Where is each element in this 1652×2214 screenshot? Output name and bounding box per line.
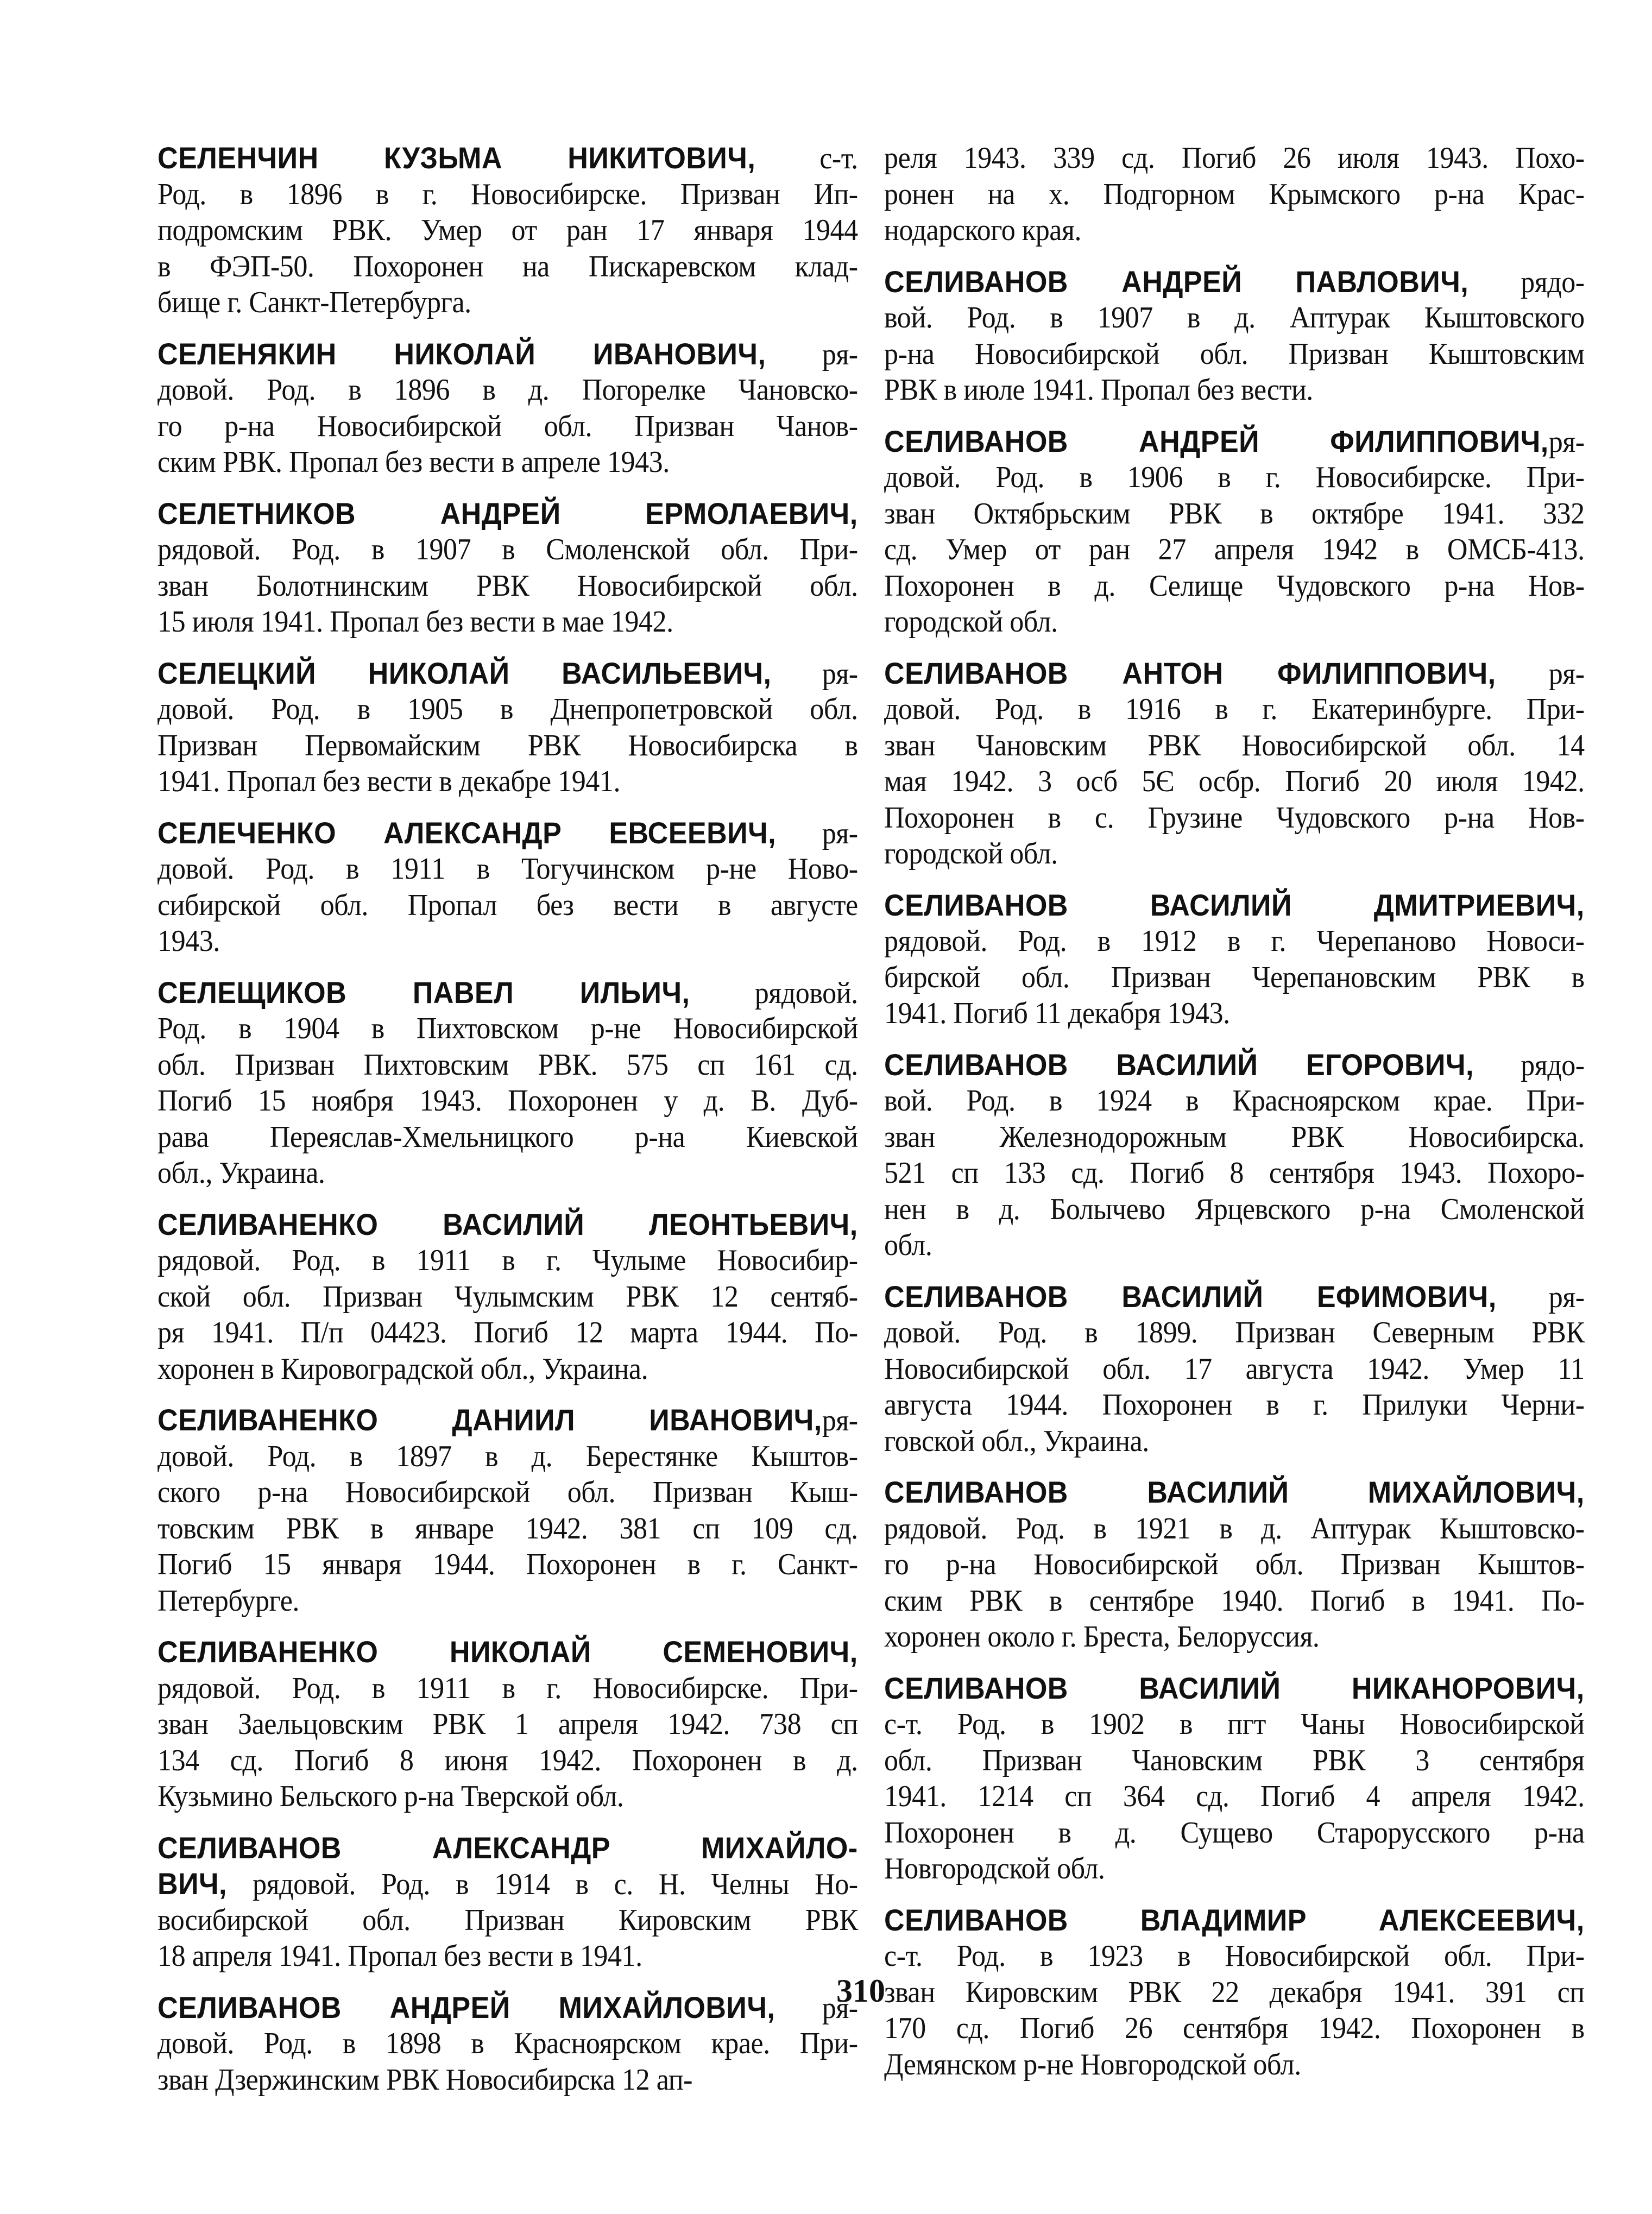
- text-line: обл. Призван Пихтовским РВК. 575 сп 161 сд.: [157, 1048, 858, 1082]
- biography-entry: [884, 1902, 1585, 2083]
- text-line: [157, 496, 858, 532]
- text-line: в ФЭП-50. Похоронен на Пискаревском клад-: [157, 249, 858, 283]
- person-name: СЕЛИВАНОВ ВАСИЛИЙ ДМИТРИЕВИЧ,: [884, 887, 1585, 922]
- biography-entry: [157, 1634, 858, 1815]
- text-line: [157, 815, 858, 851]
- text-line: нен в д. Болычево Ярцевского р-на Смоленской: [884, 1192, 1585, 1226]
- text-line: 170 сд. Погиб 26 сентября 1942. Похоронен в: [884, 2011, 1585, 2045]
- text-line: [884, 1670, 1585, 1707]
- text-line: [157, 975, 858, 1011]
- biography-entry: [157, 140, 858, 321]
- text-line: зван Чановским РВК Новосибирской обл. 14: [884, 728, 1585, 762]
- entry-text: ря-: [822, 1404, 858, 1437]
- text-line: [884, 1279, 1585, 1315]
- person-name: СЕЛИВАНОВ ВАСИЛИЙ ЕФИМОВИЧ,: [884, 1279, 1497, 1314]
- text-line: 15 июля 1941. Пропал без вести в мае 1942.: [157, 605, 673, 639]
- text-line: го р-на Новосибирской обл. Призван Чанов-: [157, 409, 858, 443]
- text-line: Род. в 1896 в г. Новосибирске. Призван Ип-: [157, 177, 858, 211]
- biography-entry: [884, 264, 1585, 408]
- text-line: городской обл.: [884, 605, 1058, 639]
- entry-text: с-т.: [755, 142, 858, 175]
- text-line: сибирской обл. Пропал без вести в августе: [157, 888, 858, 922]
- text-line: 1941. Погиб 11 декабря 1943.: [884, 996, 1230, 1030]
- text-line: Похоронен в д. Сущево Старорусского р-на: [884, 1815, 1585, 1850]
- text-line: зван Железнодорожным РВК Новосибирска.: [884, 1120, 1585, 1154]
- text-line: вой. Род. в 1924 в Красноярском крае. При-: [884, 1084, 1585, 1118]
- text-line: [884, 655, 1585, 692]
- text-line: довой. Род. в 1896 в д. Погорелке Чановско-: [157, 373, 858, 407]
- text-line: рядовой. Род. в 1921 в д. Аптурак Кыштовско-: [884, 1511, 1585, 1546]
- text-line: товским РВК в январе 1942. 381 сп 109 сд.: [157, 1511, 858, 1546]
- text-line: бище г. Санкт-Петербурга.: [157, 286, 471, 319]
- text-line: Погиб 15 ноября 1943. Похоронен у д. В. Дуб-: [157, 1084, 858, 1118]
- biography-entry: [157, 1207, 858, 1387]
- text-line: [157, 1634, 858, 1670]
- text-line: с-т. Род. в 1902 в пгт Чаны Новосибирской: [884, 1707, 1585, 1741]
- biography-entry: [884, 655, 1585, 872]
- text-line: РВК в июле 1941. Пропал без вести.: [884, 373, 1313, 407]
- text-line: восибирской обл. Призван Кировским РВК: [157, 1903, 858, 1937]
- biography-entry: [157, 975, 858, 1191]
- person-name: СЕЛИВАНЕНКО НИКОЛАЙ СЕМЕНОВИЧ,: [157, 1635, 858, 1669]
- text-line: Новосибирской обл. 17 августа 1942. Умер 11: [884, 1352, 1585, 1386]
- entry-text: рядовой. Род. в 1914 в с. Н. Челны Но-: [226, 1868, 858, 1901]
- text-line: рядовой. Род. в 1912 в г. Черепаново Новоси-: [884, 924, 1585, 958]
- text-line: [157, 336, 858, 373]
- person-name: СЕЛИВАНОВ АНТОН ФИЛИППОВИЧ,: [884, 655, 1496, 690]
- text-line: Демянском р-не Новгородской обл.: [884, 2047, 1301, 2081]
- text-line: зван Кировским РВК 22 декабря 1941. 391 сп: [884, 1975, 1585, 2009]
- entry-text: рядо-: [1468, 265, 1585, 299]
- text-line: р-на Новосибирской обл. Призван Кыштовским: [884, 337, 1585, 371]
- text-line: [884, 264, 1585, 300]
- text-line: рава Переяслав-Хмельницкого р-на Киевской: [157, 1120, 858, 1154]
- biography-entry: [884, 1670, 1585, 1887]
- person-name: СЕЛЕНЯКИН НИКОЛАЙ ИВАНОВИЧ,: [157, 336, 766, 371]
- person-name: СЕЛИВАНОВ ВЛАДИМИР АЛЕКСЕЕВИЧ,: [884, 1902, 1585, 1937]
- text-line: нодарского края.: [884, 213, 1082, 247]
- person-name: СЕЛИВАНОВ АНДРЕЙ ПАВЛОВИЧ,: [884, 264, 1469, 299]
- left-column: [157, 140, 858, 2113]
- text-line: ским РВК. Пропал без вести в апреле 1943.: [157, 445, 670, 479]
- page-number: 310: [836, 1973, 885, 2009]
- entry-text: ря-: [766, 337, 858, 371]
- person-name: СЕЛИВАНЕНКО ВАСИЛИЙ ЛЕОНТЬЕВИЧ,: [157, 1207, 858, 1241]
- text-line: ским РВК в сентябре 1940. Погиб в 1941. По-: [884, 1584, 1585, 1618]
- biography-entry: [884, 887, 1585, 1032]
- text-line: ря 1941. П/п 04423. Погиб 12 марта 1944. По-: [157, 1316, 858, 1349]
- biography-entry: [157, 815, 858, 960]
- text-line: реля 1943. 339 сд. Погиб 26 июля 1943. Похо-: [884, 141, 1585, 175]
- person-name: СЕЛИВАНОВ АНДРЕЙ МИХАЙЛОВИЧ,: [157, 1990, 775, 2024]
- entry-text: ря-: [775, 1991, 858, 2025]
- text-line: [884, 887, 1585, 924]
- biography-entry: [157, 496, 858, 640]
- text-line: [157, 1866, 858, 1902]
- text-line: [157, 1207, 858, 1243]
- text-line: городской обл.: [884, 837, 1058, 871]
- text-line: 18 апреля 1941. Пропал без вести в 1941.: [157, 1939, 642, 1973]
- biography-entry: [884, 1474, 1585, 1655]
- biography-entry: [884, 1047, 1585, 1264]
- entry-text: ря-: [1496, 1280, 1585, 1314]
- person-name: СЕЛИВАНОВ ВАСИЛИЙ МИХАЙЛОВИЧ,: [884, 1475, 1585, 1509]
- biography-entry: [157, 1830, 858, 1975]
- text-line: зван Заельцовским РВК 1 апреля 1942. 738 сп: [157, 1707, 858, 1741]
- text-line: хоронен в Кировоградской обл., Украина.: [157, 1352, 648, 1386]
- person-name: СЕЛИВАНЕНКО ДАНИИЛ ИВАНОВИЧ,: [157, 1403, 822, 1437]
- text-line: ского р-на Новосибирской обл. Призван Кыш-: [157, 1475, 858, 1509]
- text-line: довой. Род. в 1906 в г. Новосибирске. При-: [884, 461, 1585, 494]
- biography-entry: [157, 655, 858, 800]
- text-line: обл., Украина.: [157, 1156, 325, 1190]
- person-name: СЕЛИВАНОВ АЛЕКСАНДР МИХАЙЛО-: [157, 1830, 858, 1865]
- text-line: ронен на х. Подгорном Крымского р-на Крас-: [884, 177, 1585, 211]
- text-line: рядовой. Род. в 1911 в г. Новосибирске. При-: [157, 1671, 858, 1705]
- text-line: [157, 1830, 858, 1866]
- biography-entry: [157, 336, 858, 481]
- person-name: СЕЛЕЧЕНКО АЛЕКСАНДР ЕВСЕЕВИЧ,: [157, 815, 777, 850]
- text-line: Погиб 15 января 1944. Похоронен в г. Санкт-: [157, 1548, 858, 1581]
- text-line: Новгородской обл.: [884, 1852, 1105, 1885]
- text-line: зван Болотнинским РВК Новосибирской обл.: [157, 569, 858, 603]
- text-line: довой. Род. в 1916 в г. Екатеринбурге. При-: [884, 692, 1585, 726]
- biography-entry: [157, 1402, 858, 1619]
- text-line: [157, 1990, 858, 2026]
- text-line: 1943.: [157, 924, 220, 958]
- text-line: Похоронен в с. Грузине Чудовского р-на Нов-: [884, 800, 1585, 835]
- person-name: СЕЛЕНЧИН КУЗЬМА НИКИТОВИЧ,: [157, 141, 756, 175]
- text-line: Призван Первомайским РВК Новосибирска в: [157, 728, 858, 762]
- text-line: 1941. 1214 сп 364 сд. Погиб 4 апреля 1942.: [884, 1780, 1585, 1813]
- text-line: довой. Род. в 1911 в Тогучинском р-не Ново-: [157, 852, 858, 886]
- text-line: вой. Род. в 1907 в д. Аптурак Кыштовского: [884, 301, 1585, 335]
- entry-text: рядо-: [1473, 1048, 1585, 1082]
- person-name: СЕЛИВАНОВ ВАСИЛИЙ НИКАНОРОВИЧ,: [884, 1670, 1585, 1705]
- text-line: Петербурге.: [157, 1584, 299, 1618]
- text-line: [884, 1474, 1585, 1511]
- text-line: довой. Род. в 1905 в Днепропетровской обл.: [157, 692, 858, 726]
- text-line: довой. Род. в 1898 в Красноярском крае. При-: [157, 2027, 858, 2060]
- entry-text: ря-: [776, 816, 858, 850]
- text-line: [884, 1047, 1585, 1083]
- person-name: СЕЛЕЦКИЙ НИКОЛАЙ ВАСИЛЬЕВИЧ,: [157, 655, 772, 690]
- text-line: обл. Призван Чановским РВК 3 сентября: [884, 1743, 1585, 1777]
- text-line: с-т. Род. в 1923 в Новосибирской обл. При-: [884, 1939, 1585, 1973]
- text-line: ской обл. Призван Чулымским РВК 12 сентяб-: [157, 1279, 858, 1314]
- text-line: [157, 1402, 858, 1439]
- text-line: го р-на Новосибирской обл. Призван Кыштов-: [884, 1548, 1585, 1581]
- text-line: довой. Род. в 1899. Призван Северным РВК: [884, 1316, 1585, 1349]
- text-line: мая 1942. 3 осб 5Є осбр. Погиб 20 июля 1942.: [884, 765, 1585, 798]
- text-line: августа 1944. Похоронен в г. Прилуки Черни-: [884, 1388, 1585, 1422]
- text-line: довой. Род. в 1897 в д. Берестянке Кыштов-: [157, 1439, 858, 1473]
- text-line: говской обл., Украина.: [884, 1424, 1149, 1458]
- person-name: СЕЛЕТНИКОВ АНДРЕЙ ЕРМОЛАЕВИЧ,: [157, 496, 858, 531]
- entry-text: рядовой.: [690, 976, 858, 1010]
- text-line: Похоронен в д. Селище Чудовского р-на Нов-: [884, 569, 1585, 603]
- entry-text: ря-: [1548, 425, 1585, 459]
- person-name: СЕЛИВАНОВ АНДРЕЙ ФИЛИППОВИЧ,: [884, 424, 1549, 458]
- biography-entry: [884, 424, 1585, 640]
- text-line: подромским РВК. Умер от ран 17 января 1944: [157, 213, 858, 247]
- text-line: зван Октябрьским РВК в октябре 1941. 332: [884, 496, 1585, 531]
- text-line: [157, 140, 858, 176]
- text-line: 1941. Пропал без вести в декабре 1941.: [157, 765, 621, 798]
- text-line: рядовой. Род. в 1907 в Смоленской обл. При-: [157, 533, 858, 566]
- person-name: СЕЛЕЩИКОВ ПАВЕЛ ИЛЬИЧ,: [157, 975, 690, 1010]
- text-line: [884, 1902, 1585, 1939]
- biography-entry: [157, 1990, 858, 2098]
- biography-entry: [884, 140, 1585, 249]
- text-line: сд. Умер от ран 27 апреля 1942 в ОМСБ-413.: [884, 533, 1585, 566]
- text-line: зван Дзержинским РВК Новосибирска 12 ап-: [157, 2062, 693, 2097]
- text-line: 134 сд. Погиб 8 июня 1942. Похоронен в д.: [157, 1743, 858, 1777]
- entry-text: ря-: [771, 657, 858, 691]
- person-name: ВИЧ,: [157, 1866, 227, 1901]
- text-line: 521 сп 133 сд. Погиб 8 сентября 1943. Похоро-: [884, 1156, 1585, 1190]
- text-line: рядовой. Род. в 1911 в г. Чулыме Новосибир-: [157, 1244, 858, 1277]
- text-line: Род. в 1904 в Пихтовском р-не Новосибирской: [157, 1012, 858, 1045]
- text-line: [157, 655, 858, 692]
- right-column: [884, 140, 1585, 2098]
- text-line: Кузьмино Бельского р-на Тверской обл.: [157, 1780, 624, 1813]
- person-name: СЕЛИВАНОВ ВАСИЛИЙ ЕГОРОВИЧ,: [884, 1047, 1474, 1082]
- entry-text: ря-: [1496, 657, 1585, 691]
- biography-entry: [884, 1279, 1585, 1460]
- text-line: обл.: [884, 1228, 932, 1262]
- text-line: хоронен около г. Бреста, Белоруссия.: [884, 1620, 1320, 1654]
- text-line: [884, 424, 1585, 460]
- text-line: бирской обл. Призван Черепановским РВК в: [884, 960, 1585, 994]
